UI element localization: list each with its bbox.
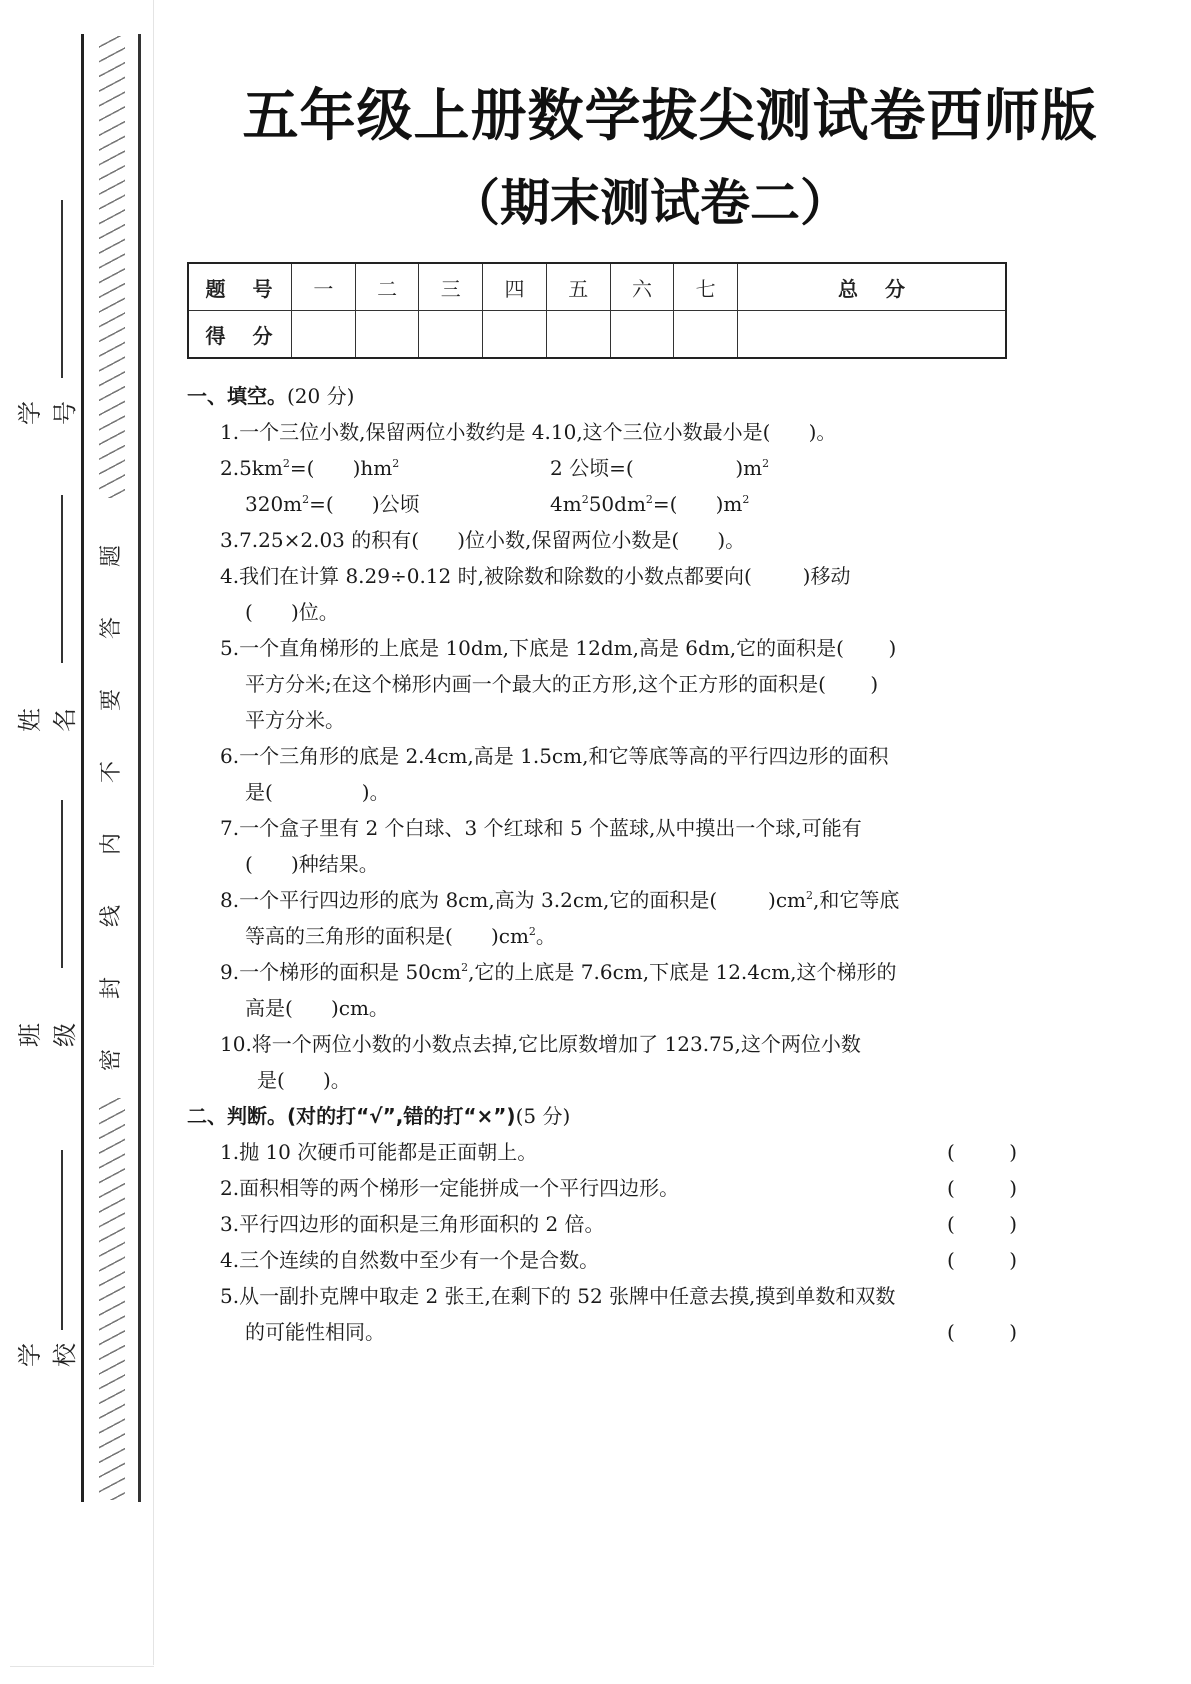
section-judge-label: 二、判断。(对的打“√”,错的打“×”) — [187, 1104, 516, 1128]
question-4-line-1: 4.我们在计算 8.29÷0.12 时,被除数和除数的小数点都要向( )移动 — [220, 564, 851, 588]
hatch-pattern-bottom — [99, 1098, 125, 1500]
judge-item-2: 2.面积相等的两个梯形一定能拼成一个平行四边形。 ( ) — [220, 1170, 1017, 1206]
question-5-line-2: 平方分米;在这个梯形内画一个最大的正方形,这个正方形的面积是( ) — [245, 672, 879, 696]
student-number-label: 学号 — [16, 401, 79, 425]
seal-char: 封 — [99, 977, 124, 1000]
column-header: 一 — [292, 263, 356, 311]
name-label: 姓名 — [16, 708, 79, 732]
question-2-line-2: $320m^2=$( )公顷 $4m^250dm^2=$( )$m^2$ — [245, 492, 750, 516]
seal-char: 答 — [99, 617, 124, 640]
name-line[interactable] — [61, 495, 63, 663]
class-label: 班级 — [16, 1023, 79, 1047]
section-judge-title — [187, 1098, 1017, 1134]
question-9-line-2: 高是( )cm。 — [245, 996, 389, 1020]
page-title: 五年级上册数学拔尖测试卷西师版 — [242, 84, 1098, 149]
column-header: 七 — [674, 263, 738, 311]
binding-edge — [153, 0, 154, 1665]
question-4-line-2: ( )位。 — [245, 600, 339, 624]
score-header: 得 分 — [188, 311, 292, 359]
section-fill-in-label: 一、填空。 — [187, 384, 287, 408]
section-fill-in-points: (20 分) — [287, 384, 355, 408]
question-10-line-2: 是( )。 — [257, 1068, 351, 1092]
score-table — [187, 262, 1007, 359]
question-10-line-1: 10.将一个两位小数的小数点去掉,它比原数增加了 123.75,这个两位小数 — [220, 1032, 861, 1056]
question-1: 1.一个三位小数,保留两位小数约是 4.10,这个三位小数最小是( )。 — [220, 420, 837, 444]
score-table-header-row — [188, 263, 1006, 311]
seal-line-notice — [96, 520, 128, 1096]
answer-blank[interactable]: ( ) — [947, 1176, 1017, 1200]
column-header: 三 — [419, 263, 483, 311]
seal-char: 要 — [99, 689, 124, 712]
question-5-line-3: 平方分米。 — [245, 708, 345, 732]
exam-body — [187, 378, 1017, 1350]
total-score-cell[interactable] — [738, 311, 1006, 359]
score-cell[interactable] — [419, 311, 483, 359]
judge-item-5-line-1: 5.从一副扑克牌中取走 2 张王,在剩下的 52 张牌中任意去摸,摸到单数和双数 — [220, 1284, 896, 1308]
question-6-line-2: 是( )。 — [245, 780, 390, 804]
question-6-line-1: 6.一个三角形的底是 2.4cm,高是 1.5cm,和它等底等高的平行四边形的面积 — [220, 744, 889, 768]
answer-blank[interactable]: ( ) — [947, 1320, 1017, 1344]
judge-item-1: 1.抛 10 次硬币可能都是正面朝上。 ( ) — [220, 1134, 1017, 1170]
page-subtitle: （期末测试卷二） — [450, 174, 850, 232]
seal-char: 密 — [99, 1049, 124, 1072]
answer-blank[interactable]: ( ) — [947, 1212, 1017, 1236]
section-fill-in-title — [187, 378, 1017, 414]
score-cell[interactable] — [610, 311, 674, 359]
question-2-line-1: $2.5km^2=$( )$hm^2$ 2 公顷=( )$m^2$ — [220, 456, 770, 480]
answer-blank[interactable]: ( ) — [947, 1140, 1017, 1164]
score-cell[interactable] — [483, 311, 547, 359]
judge-item-5-line-2: 的可能性相同。 ( ) — [245, 1314, 1017, 1350]
seal-char: 题 — [99, 545, 124, 568]
question-7-line-2: ( )种结果。 — [245, 852, 379, 876]
question-7-line-1: 7.一个盒子里有 2 个白球、3 个红球和 5 个蓝球,从中摸出一个球,可能有 — [220, 816, 862, 840]
question-9-line-1: 9.一个梯形的面积是 $50cm^2$,它的上底是 7.6cm,下底是 12.4cm,这个梯形的 — [220, 960, 897, 984]
question-5-line-1: 5.一个直角梯形的上底是 10dm,下底是 12dm,高是 6dm,它的面积是( ) — [220, 636, 897, 660]
school-label: 学校 — [16, 1343, 79, 1367]
column-header: 六 — [610, 263, 674, 311]
score-cell[interactable] — [355, 311, 419, 359]
class-line[interactable] — [61, 800, 63, 968]
binding-bottom-edge — [10, 1666, 154, 1667]
score-table-score-row — [188, 311, 1006, 359]
student-number-line[interactable] — [61, 200, 63, 378]
column-header: 五 — [546, 263, 610, 311]
school-line[interactable] — [61, 1150, 63, 1330]
column-header: 二 — [355, 263, 419, 311]
seal-char: 线 — [99, 905, 124, 928]
answer-blank[interactable]: ( ) — [947, 1248, 1017, 1272]
question-8-line-1: 8.一个平行四边形的底为 8cm,高为 3.2cm,它的面积是( )$cm^2$,和它等底 — [220, 888, 900, 912]
judge-item-4: 4.三个连续的自然数中至少有一个是合数。 ( ) — [220, 1242, 1017, 1278]
question-8-line-2: 等高的三角形的面积是( )$cm^2$。 — [245, 924, 556, 948]
question-number-header: 题 号 — [188, 263, 292, 311]
column-header: 四 — [483, 263, 547, 311]
score-cell[interactable] — [292, 311, 356, 359]
seal-char: 不 — [99, 761, 124, 784]
question-3: 3.7.25×2.03 的积有( )位小数,保留两位小数是( )。 — [220, 528, 746, 552]
seal-char: 内 — [99, 833, 124, 856]
total-column-header: 总 分 — [738, 263, 1006, 311]
judge-item-3: 3.平行四边形的面积是三角形面积的 2 倍。 ( ) — [220, 1206, 1017, 1242]
hatch-pattern-top — [99, 36, 125, 498]
score-cell[interactable] — [674, 311, 738, 359]
score-cell[interactable] — [546, 311, 610, 359]
binding-strip — [0, 0, 155, 1684]
section-judge-points: (5 分) — [515, 1104, 571, 1128]
